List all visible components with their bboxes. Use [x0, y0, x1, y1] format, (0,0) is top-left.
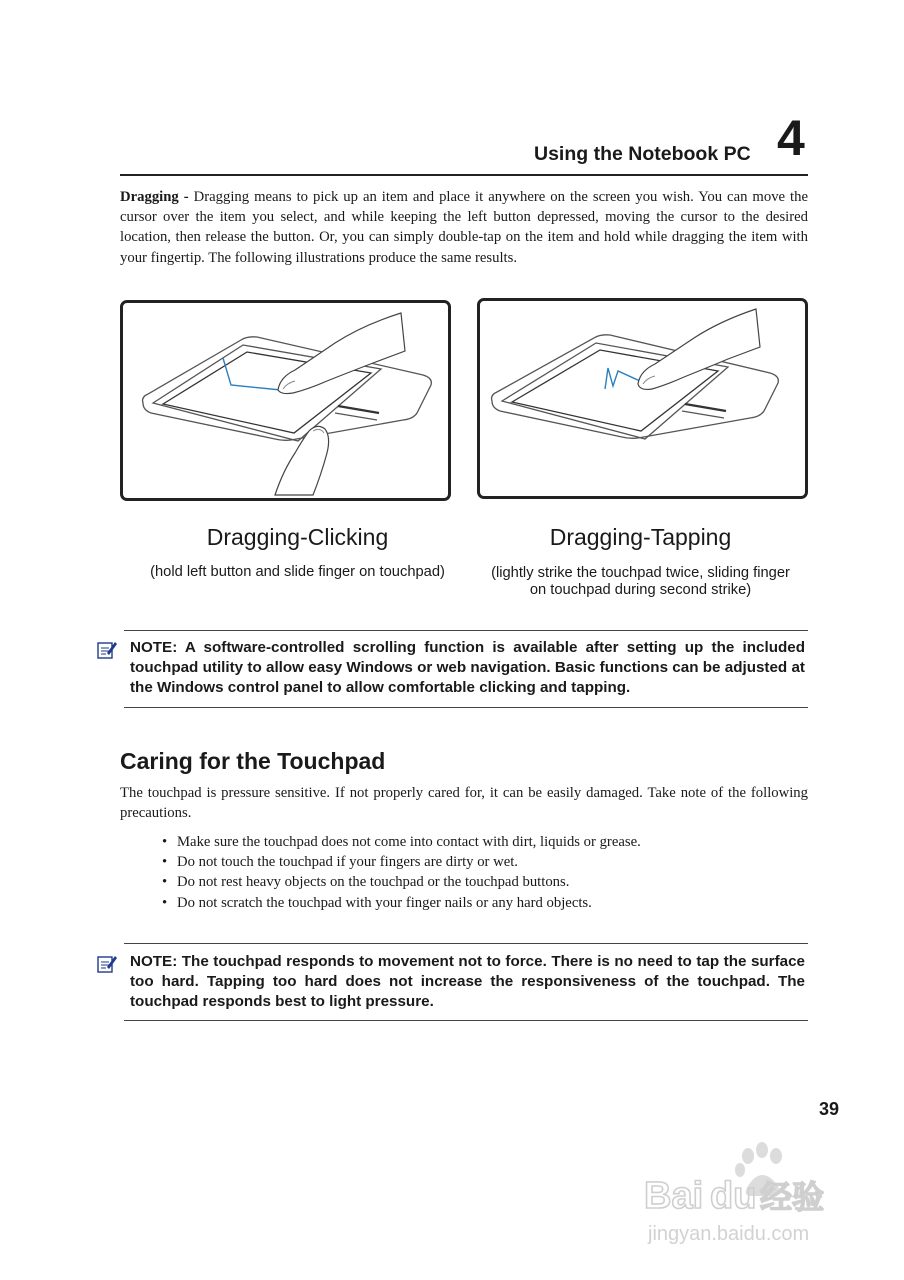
precaution-list — [160, 832, 641, 913]
chapter-number: 4 — [777, 110, 805, 166]
list-item: • Do not rest heavy objects on the touchpad or the touchpad buttons. — [160, 872, 641, 892]
running-header-title: Using the Notebook PC — [534, 143, 751, 165]
note2-text: NOTE: The touchpad responds to movement not to force. There is no need to tap the surface too hard. Tapping too hard does not increase the responsiveness of the touchpad. The touchpad responds best to light pressure. — [130, 953, 805, 1010]
list-item: • Do not touch the touchpad if your fingers are dirty or wet. — [160, 852, 641, 872]
list-item: • Do not scratch the touchpad with your finger nails or any hard objects. — [160, 893, 641, 913]
touchpad-click-drawing — [123, 303, 448, 498]
caption-dragging-tapping: Dragging-Tapping — [549, 524, 732, 550]
svg-text:jingyan.baidu.com: jingyan.baidu.com — [648, 1223, 810, 1245]
touchpad-tap-drawing — [480, 301, 805, 496]
svg-text:Bai: Bai — [644, 1175, 704, 1217]
note-pencil-icon — [96, 639, 118, 661]
caption-dragging-clicking-sub: (hold left button and slide finger on touchpad) — [150, 564, 445, 580]
header-rule — [120, 174, 808, 176]
dragging-description: Dragging means to pick up an item and place it anywhere on the screen you wish. You can move the cursor over the item you select, and while keeping the left button depressed, moving the cursor to the desired location, then release the button. Or, you can simply double-tap on the item and hold while dragging the item with your fingertip. The following illustrations produce the same results. — [120, 189, 808, 266]
note1-bottom-rule — [124, 707, 808, 708]
caption-dragging-tapping-sub-2: on touchpad during second strike) — [529, 582, 752, 598]
list-item: • Make sure the touchpad does not come into contact with dirt, liquids or grease. — [160, 832, 641, 852]
baidu-watermark-logo — [640, 1138, 850, 1248]
dragging-term: Dragging - — [120, 189, 189, 205]
dragging-paragraph — [120, 187, 808, 268]
note1-text: NOTE: A software-controlled scrolling function is available after setting up the included touchpad utility to allow easy Windows or web navigation. Basic functions can be adjusted at the Windows control panel to allow comfortable clicking and tapping. — [130, 639, 805, 696]
note1-top-rule — [124, 630, 808, 631]
note2-top-rule — [124, 943, 808, 944]
page-number: 39 — [819, 1099, 840, 1119]
dragging-clicking-illustration — [120, 300, 451, 501]
note-pencil-icon — [96, 953, 118, 975]
caption-dragging-clicking: Dragging-Clicking — [206, 524, 389, 550]
note2-bottom-rule — [124, 1020, 808, 1021]
svg-text:du: du — [710, 1175, 757, 1217]
section-heading: Caring for the Touchpad — [120, 748, 386, 774]
section-intro: The touchpad is pressure sensitive. If not properly cared for, it can be easily damaged. Take note of the following precautions. — [120, 785, 808, 822]
caption-dragging-tapping-sub-1: (lightly strike the touchpad twice, sliding finger — [491, 565, 790, 581]
svg-text:经验: 经验 — [760, 1178, 825, 1216]
dragging-tapping-illustration — [477, 298, 808, 499]
